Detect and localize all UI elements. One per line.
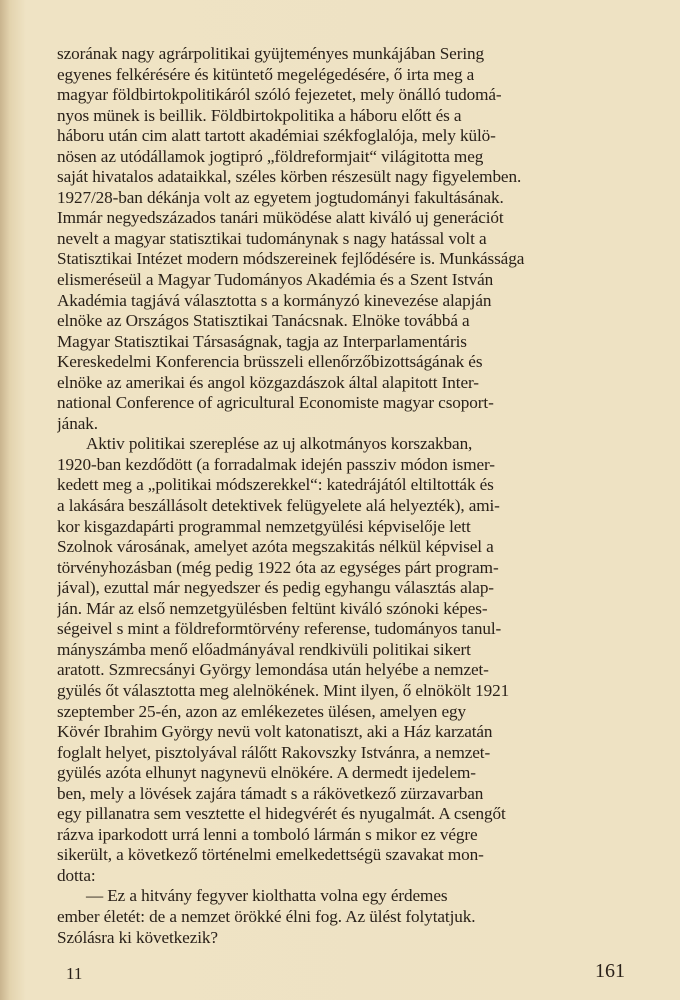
text-line: 1920-ban kezdődött (a forradalmak idején passziv módon ismer-	[57, 454, 495, 474]
text-line: 1927/28-ban dékánja volt az egyetem jogtudományi fakultásának.	[57, 187, 504, 207]
page-footer	[0, 960, 680, 990]
text-line: saját hivatalos adataikkal, széles körben részesült nagy figyelemben.	[57, 167, 522, 187]
paragraph-start-line: Aktiv politikai szereplése az uj alkotmányos korszakban,	[86, 434, 473, 454]
text-line: nyos münek is beillik. Földbirtokpolitika a háboru előtt és a	[57, 105, 462, 125]
text-line: jával), ezuttal már negyedszer és pedig egyhangu választás alap-	[57, 578, 494, 598]
quote-start-line: — Ez a hitvány fegyver kiolthatta volna egy érdemes	[86, 886, 448, 906]
text-line: Szolnok városának, amelyet azóta megszakitás nélkül képvisel a	[57, 537, 494, 557]
text-line: gyülés őt választotta meg alelnökének. Mint ilyen, ő elnökölt 1921	[57, 680, 510, 700]
text-line: elnöke az Országos Statisztikai Tanácsnak. Elnöke továbbá a	[57, 311, 470, 331]
text-line: kor kisgazdapárti programmal nemzetgyülési képviselője lett	[57, 516, 471, 536]
text-line: elismeréseül a Magyar Tudományos Akadémia és a Szent István	[57, 270, 494, 290]
text-line: Immár negyedszázados tanári müködése alatt kiváló uj generációt	[57, 208, 504, 228]
text-line: Kövér Ibrahim György nevü volt katonatiszt, aki a Ház karzatán	[57, 722, 493, 742]
text-line: foglalt helyet, pisztolyával rálőtt Rakovszky Istvánra, a nemzet-	[57, 742, 491, 762]
text-line: ségeivel s mint a földreformtörvény referense, tudományos tanul-	[57, 619, 502, 639]
text-line: magyar földbirtokpolitikáról szóló fejezetet, mely önálló tudomá-	[57, 85, 502, 105]
text-body	[57, 44, 628, 948]
quote-line: ember életét: de a nemzet örökké élni fog. Az ülést folytatjuk.	[57, 906, 476, 926]
text-line: Kereskedelmi Konferencia brüsszeli ellenőrzőbizottságának és	[57, 352, 483, 372]
text-line: ben, mely a lövések zajára támadt s a rákövetkező zürzavarban	[57, 783, 484, 803]
text-line: háboru után cim alatt tartott akadémiai székfoglalója, mely külö-	[57, 126, 496, 146]
page-number: 161	[595, 960, 625, 982]
text-line: national Conference of agricultural Economiste magyar csoport-	[57, 393, 494, 413]
signature-mark: 11	[66, 964, 83, 983]
text-line: Magyar Statisztikai Társaságnak, tagja az Interparlamentáris	[57, 331, 467, 351]
paragraph-end-line: jának.	[57, 413, 98, 433]
text-line: törvényhozásban (még pedig 1922 óta az egységes párt program-	[57, 557, 499, 577]
text-line: szorának nagy agrárpolitikai gyüjteményes munkájában Sering	[57, 44, 484, 63]
text-line: aratott. Szmrecsányi György lemondása után helyébe a nemzet-	[57, 660, 489, 680]
text-line: Akadémia tagjává választotta s a kormányzó kinevezése alapján	[57, 290, 492, 310]
text-line: rázva iparkodott urrá lenni a tomboló lármán s mikor ez végre	[57, 824, 478, 844]
text-line: a lakására beszállásolt detektivek felügyelete alá helyezték), ami-	[57, 496, 500, 516]
text-line: egy pillanatra sem vesztette el hidegvérét és nyugalmát. A csengőt	[57, 804, 506, 824]
text-line: nösen az utódállamok jogtipró „földreformjait“ világitotta meg	[57, 146, 484, 166]
text-line: nevelt a magyar statisztikai tudománynak s nagy hatással volt a	[57, 228, 487, 248]
quote-end-line: Szólásra ki következik?	[57, 927, 218, 947]
text-line: elnöke az amerikai és angol közgazdászok által alapitott Inter-	[57, 372, 479, 392]
paragraph-end-line: dotta:	[57, 865, 96, 885]
text-line: ján. Már az első nemzetgyülésben feltünt kiváló szónoki képes-	[57, 598, 488, 618]
text-line: mányszámba menő előadmányával rendkivüli politikai sikert	[57, 639, 471, 659]
text-line: egyenes felkérésére és kitüntető megelégedésére, ő irta meg a	[57, 64, 475, 84]
text-line: kedett meg a „politikai módszerekkel“: katedrájától eltiltották és	[57, 475, 494, 495]
text-line: Statisztikai Intézet modern módszereinek fejlődésére is. Munkássága	[57, 249, 525, 269]
text-line: sikerült, a következő történelmi emelkedettségü szavakat mon-	[57, 845, 484, 865]
text-line: gyülés azóta elhunyt nagynevü elnökére. A dermedt ijedelem-	[57, 763, 476, 783]
text-line: szeptember 25-én, azon az emlékezetes ülésen, amelyen egy	[57, 701, 466, 721]
